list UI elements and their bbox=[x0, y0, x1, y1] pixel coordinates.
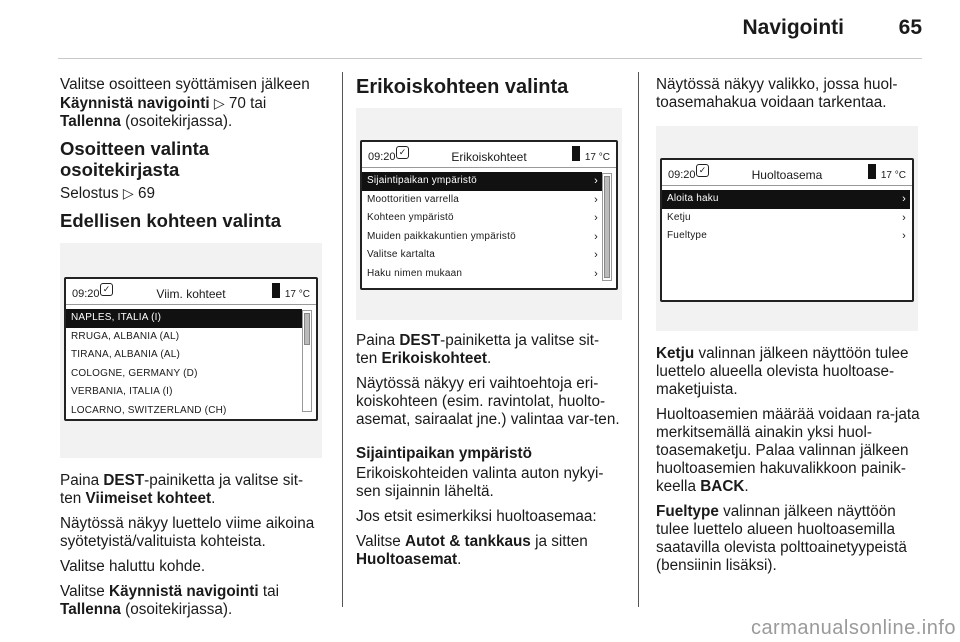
section-title: Navigointi bbox=[742, 16, 844, 39]
clock: 09:20 bbox=[668, 169, 696, 181]
scrollbar-thumb[interactable] bbox=[604, 176, 610, 278]
paragraph: Valitse Autot & tankkaus ja sitten Huoltoasemat. bbox=[356, 533, 588, 568]
watermark: carmanualsonline.info bbox=[750, 617, 956, 639]
heading-poi: Erikoiskohteen valinta bbox=[356, 76, 569, 98]
clock: 09:20 bbox=[368, 151, 396, 163]
paragraph: Huoltoasemien määrää voidaan ra-jata merkitsemällä ainakin yksi huol-toasemaketju. Palaa valinnan jälkeen huoltoasemien hakuvalikkoon painik-keella BACK. bbox=[656, 406, 920, 495]
display-screen bbox=[660, 158, 914, 302]
list-item[interactable]: Sijaintipaikan ympäristö › bbox=[362, 172, 602, 191]
chevron-right-icon: › bbox=[594, 175, 598, 187]
column-3 bbox=[656, 76, 926, 582]
column-divider bbox=[638, 72, 639, 607]
term-save: Tallenna bbox=[60, 113, 121, 130]
paragraph: Fueltype valinnan jälkeen näyttöön tulee luettelo alueen huoltoasemilla saatavilla olevista polttoainetyypeistä (bensiinin lisäksi). bbox=[656, 503, 907, 574]
list-item[interactable]: Muiden paikkakuntien ympäristö › bbox=[362, 228, 602, 247]
paragraph: Jos etsit esimerkiksi huoltoasemaa: bbox=[356, 508, 597, 525]
list-item[interactable]: NAPLES, ITALIA (I) bbox=[66, 309, 302, 328]
screen-title: Erikoiskohteet bbox=[451, 150, 527, 164]
list-item[interactable]: COLOGNE, GERMANY (D) bbox=[71, 367, 198, 379]
chevron-right-icon: › bbox=[594, 249, 598, 261]
navigation-icon: ✓ bbox=[396, 146, 409, 159]
screen-status-bar bbox=[662, 160, 912, 186]
paragraph: Valitse haluttu kohde. bbox=[60, 558, 206, 575]
chevron-right-icon: › bbox=[902, 211, 906, 224]
chevron-right-icon: › bbox=[902, 230, 906, 242]
list-item[interactable]: Kohteen ympäristö › bbox=[362, 209, 602, 228]
list-item[interactable]: TIRANA, ALBANIA (AL) bbox=[71, 349, 181, 360]
subheading-current-location: Sijaintipaikan ympäristö bbox=[356, 445, 532, 462]
header-rule bbox=[58, 58, 922, 59]
screen-status-bar bbox=[362, 142, 616, 168]
screen-title: Huoltoasema bbox=[751, 168, 823, 182]
temperature: 17 °C bbox=[880, 170, 906, 181]
thermometer-icon bbox=[572, 146, 580, 161]
paragraph: Näytössä näkyy luettelo viime aikoina syötetyistä/valituista kohteista. bbox=[60, 515, 315, 550]
page-ref-arrow-icon: ▷ bbox=[122, 185, 134, 201]
chevron-right-icon: › bbox=[594, 267, 598, 280]
temperature: 17 °C bbox=[584, 152, 610, 163]
heading-previous-destination: Edellisen kohteen valinta bbox=[60, 210, 282, 231]
display-screen bbox=[360, 140, 618, 290]
thermometer-icon bbox=[868, 164, 876, 179]
navigation-icon: ✓ bbox=[100, 283, 113, 296]
column-2 bbox=[356, 76, 628, 576]
term-start-navigation: Käynnistä navigointi bbox=[60, 95, 210, 112]
paragraph: Erikoiskohteiden valinta auton nykyi-sen sijainnin läheltä. bbox=[356, 465, 604, 500]
paragraph: Valitse Käynnistä navigointi tai Tallenna (osoitekirjassa). bbox=[60, 583, 280, 618]
scrollbar[interactable] bbox=[602, 173, 612, 281]
paragraph: Paina DEST-painiketta ja valitse sit- ten Erikoiskohteet. bbox=[356, 332, 600, 367]
screen-figure bbox=[656, 126, 918, 331]
chevron-right-icon: › bbox=[594, 212, 598, 224]
list-item[interactable]: LOCARNO, SWITZERLAND (CH) bbox=[71, 404, 227, 416]
screen-title: Viim. kohteet bbox=[156, 287, 226, 301]
navigation-icon: ✓ bbox=[696, 164, 709, 177]
heading-address-book: Osoitteen valinta osoitekirjasta bbox=[60, 138, 210, 180]
chevron-right-icon: › bbox=[594, 193, 598, 206]
display-screen bbox=[64, 277, 318, 421]
paragraph: Ketju valinnan jälkeen näyttöön tulee luettelo alueella olevista huoltoase-maketjuista. bbox=[656, 345, 909, 398]
paragraph: Näytössä näkyy valikko, jossa huol-toasemahakua voidaan tarkentaa. bbox=[656, 76, 898, 111]
page-number: 65 bbox=[898, 16, 922, 39]
scrollbar[interactable] bbox=[302, 310, 312, 412]
screen-status-bar bbox=[66, 279, 316, 305]
column-divider bbox=[342, 72, 343, 607]
list-item[interactable]: Moottoritien varrella › bbox=[362, 191, 602, 210]
clock: 09:20 bbox=[72, 288, 100, 300]
list-item[interactable]: RRUGA, ALBANIA (AL) bbox=[71, 330, 180, 342]
page-reference: Selostus ▷ 69 bbox=[60, 185, 155, 202]
paragraph: Valitse osoitteen syöttämisen jälkeen Käynnistä navigointi ▷ 70 tai Tallenna (osoitekirjassa). bbox=[60, 76, 310, 130]
thermometer-icon bbox=[272, 283, 280, 298]
list-item[interactable]: Ketju › bbox=[662, 209, 910, 228]
page-header bbox=[0, 0, 960, 60]
chevron-right-icon: › bbox=[594, 230, 598, 243]
list-item[interactable]: Haku nimen mukaan › bbox=[362, 265, 602, 284]
temperature: 17 °C bbox=[284, 289, 310, 300]
column-1 bbox=[60, 76, 332, 626]
list-item[interactable]: Valitse kartalta › bbox=[362, 246, 602, 265]
chevron-right-icon: › bbox=[902, 193, 906, 205]
paragraph: Näytössä näkyy eri vaihtoehtoja eri-koiskohteen (esim. ravintolat, huolto-asemat, sairaalat jne.) valintaa var-ten. bbox=[356, 375, 620, 428]
list-item[interactable]: Aloita haku › bbox=[662, 190, 910, 209]
list-item[interactable]: Fueltype › bbox=[662, 227, 910, 246]
list-item[interactable]: VERBANIA, ITALIA (I) bbox=[71, 386, 173, 397]
page-ref-arrow-icon: ▷ bbox=[213, 95, 225, 111]
screen-figure bbox=[60, 243, 322, 458]
screen-figure bbox=[356, 108, 622, 320]
paragraph: Paina DEST-painiketta ja valitse sit- ten Viimeiset kohteet. bbox=[60, 472, 304, 507]
scrollbar-thumb[interactable] bbox=[304, 313, 310, 345]
